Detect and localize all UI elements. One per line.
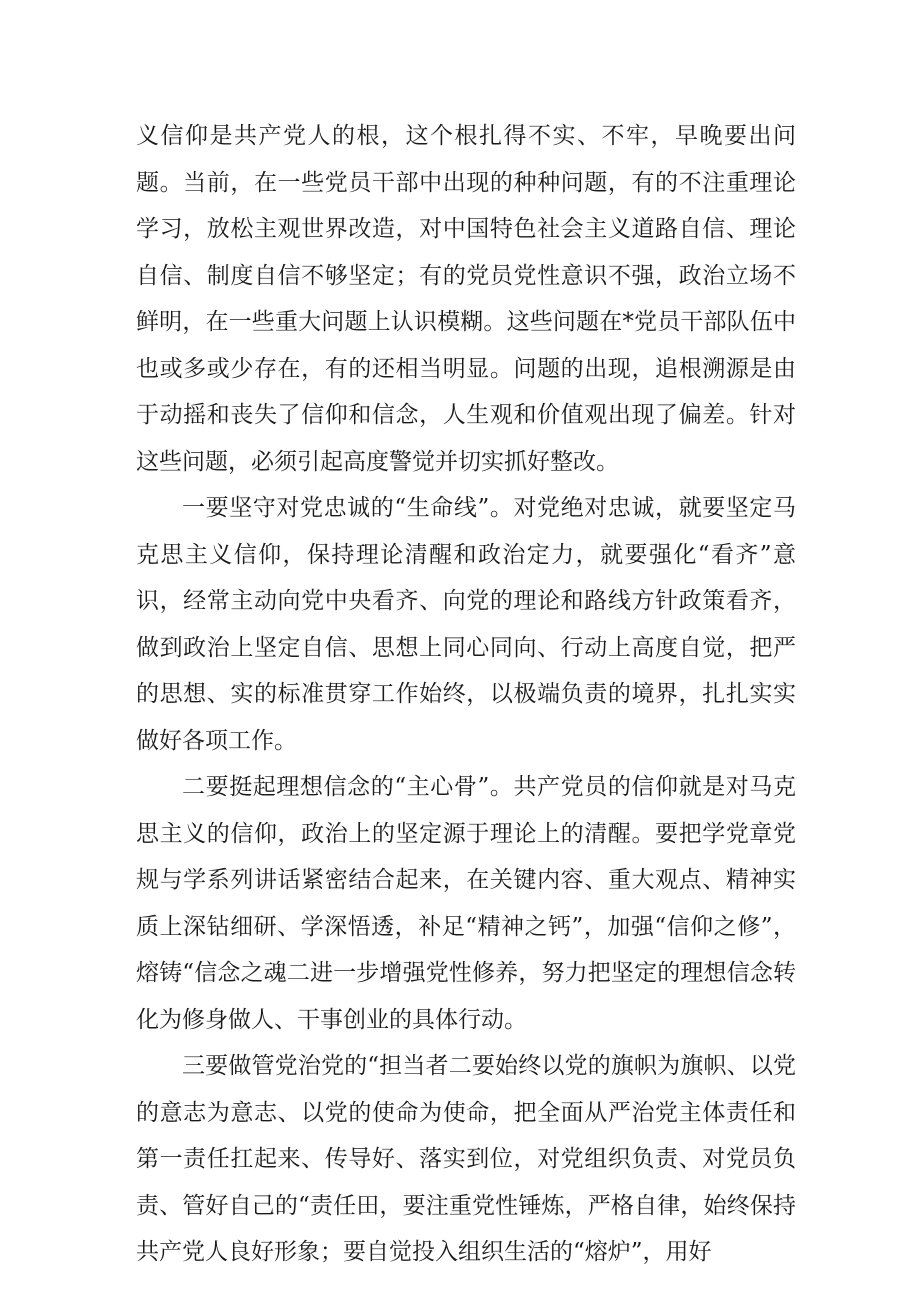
paragraph-responsibility: 三要做管党治党的“担当者二要始终以党的旗帜为旗帜、以党的意志为意志、以党的使命为使命，把全面从严治党主体责任和第一责任扛起来、传导好、落实到位，对党组织负责、对党员负责、管好自己的“责任田，要注重党性锤炼，严格自律，始终保持共产党人良好形象；要自觉投入组织生活的“熔炉”，用好 xyxy=(136,1053,796,1265)
body-text xyxy=(136,113,796,1276)
paragraph-ideals: 二要挺起理想信念的“主心骨”。共产党员的信仰就是对马克思主义的信仰，政治上的坚定源于理论上的清醒。要把学党章党规与学系列讲话紧密结合起来，在关键内容、重大观点、精神实质上深钻细研、学深悟透，补足“精神之钙”，加强“信仰之修”，熔铸“信念之魂二进一步增强党性修养，努力把坚定的理想信念转化为修身做人、干事创业的具体行动。 xyxy=(136,774,796,1033)
paragraph-loyalty: 一要坚守对党忠诚的“生命线”。对党绝对忠诚，就要坚定马克思主义信仰，保持理论清醒和政治定力，就要强化“看齐”意识，经常主动向党中央看齐、向党的理论和路线方针政策看齐，做到政治上坚定自信、思想上同心同向、行动上高度自觉，把严的思想、实的标准贯穿工作始终，以极端负责的境界，扎扎实实做好各项工作。 xyxy=(136,495,796,754)
paragraph-continued: 义信仰是共产党人的根，这个根扎得不实、不牢，早晚要出问题。当前，在一些党员干部中出现的种种问题，有的不注重理论学习，放松主观世界改造，对中国特色社会主义道路自信、理论自信、制度自信不够坚定；有的党员党性意识不强，政治立场不鲜明，在一些重大问题上认识模糊。这些问题在*党员干部队伍中也或多或少存在，有的还相当明显。问题的出现，追根溯源是由于动摇和丧失了信仰和信念，人生观和价值观出现了偏差。针对这些问题，必须引起高度警觉并切实抓好整改。 xyxy=(136,123,796,475)
